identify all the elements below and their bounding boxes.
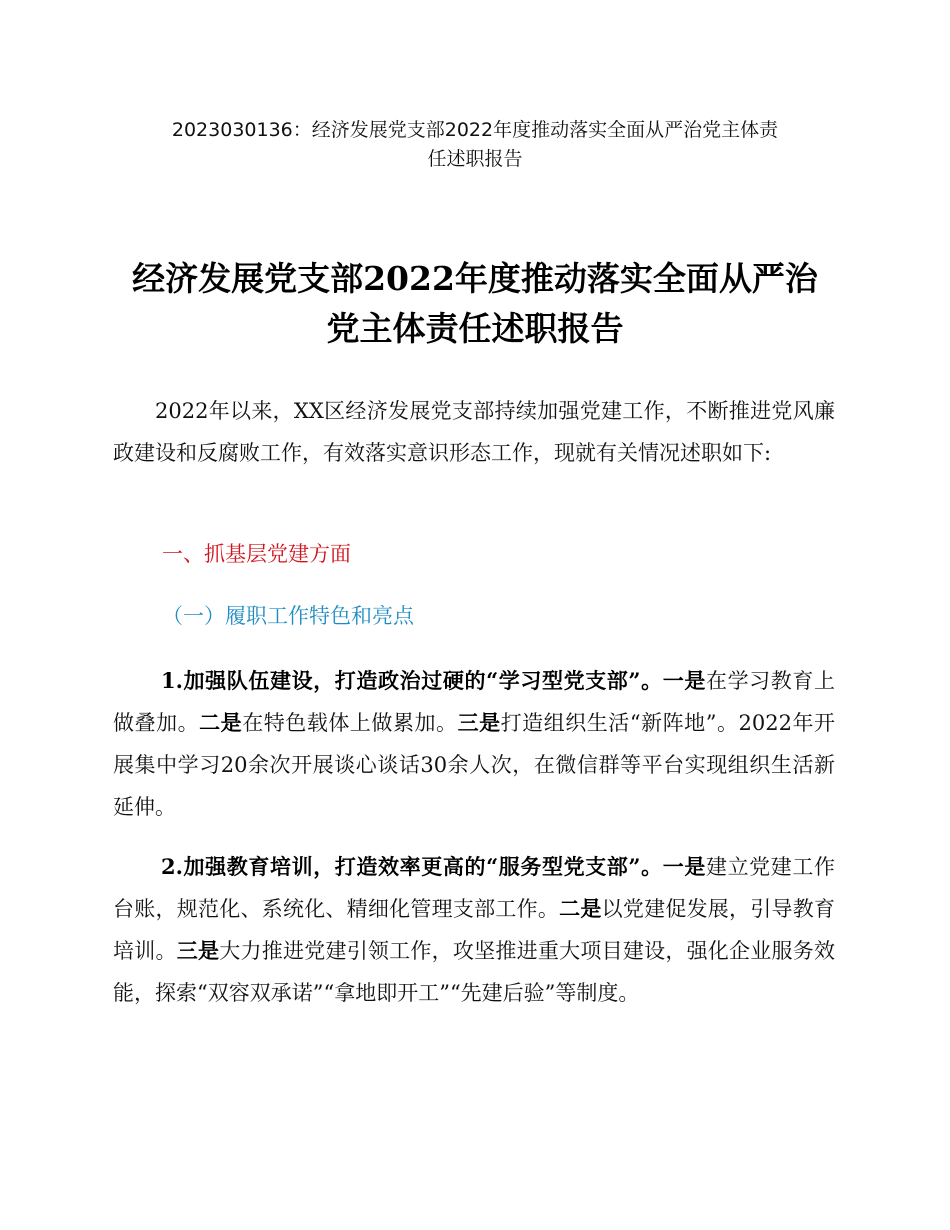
item-2-keyword-2: 二是	[559, 896, 602, 921]
header-note-line-1: 2023030136：经济发展党支部2022年度推动落实全面从严治党主体责	[171, 119, 779, 141]
item-2-keyword-1: 一是	[662, 854, 706, 879]
item-1-text-2: 在特色载体上做累加。	[242, 711, 458, 735]
section-heading-party-building: 一、抓基层党建方面	[162, 542, 351, 566]
item-2-keyword-3: 三是	[176, 938, 220, 963]
item-1-keyword-3: 三是	[457, 710, 501, 735]
document-title	[90, 254, 860, 354]
subsection-heading-highlights: （一）履职工作特色和亮点	[162, 604, 414, 628]
item-paragraph-2	[113, 846, 835, 1014]
item-1-keyword-2: 二是	[199, 710, 243, 735]
item-2-text-3: 大力推进党建引领工作，攻坚推进重大项目建设，强化企业服务效能，探索“双容双承诺”“拿地即开工”“先建后验”等制度。	[113, 939, 836, 1005]
item-paragraph-1	[113, 660, 835, 828]
title-line-1: 经济发展党支部2022年度推动落实全面从严治	[132, 259, 818, 298]
header-note-line-2: 任述职报告	[427, 148, 523, 170]
item-1-lead: 1.加强队伍建设，打造政治过硬的“学习型党支部”。	[161, 668, 663, 693]
document-header-note	[100, 116, 850, 174]
item-1-keyword-1: 一是	[662, 668, 706, 693]
item-1-text-3: 打造组织生活“新阵地”。2022年开展集中学习20余次开展谈心谈话30余人次，在微信群等平台实现组织生活新延伸。	[113, 711, 836, 819]
item-2-lead: 2.加强教育培训，打造效率更高的“服务型党支部”。	[161, 854, 663, 879]
item-2-text-2: 以党建促发展，引导教育培训。	[113, 897, 836, 963]
item-1-text-1: 在学习教育上做叠加。	[113, 669, 836, 735]
title-line-2: 党主体责任述职报告	[326, 309, 624, 348]
item-2-text-1: 建立党建工作台账，规范化、系统化、精细化管理支部工作。	[113, 855, 836, 921]
intro-paragraph: 2022年以来，XX区经济发展党支部持续加强党建工作，不断推进党风廉政建设和反腐败工作，有效落实意识形态工作，现就有关情况述职如下:	[113, 399, 835, 465]
